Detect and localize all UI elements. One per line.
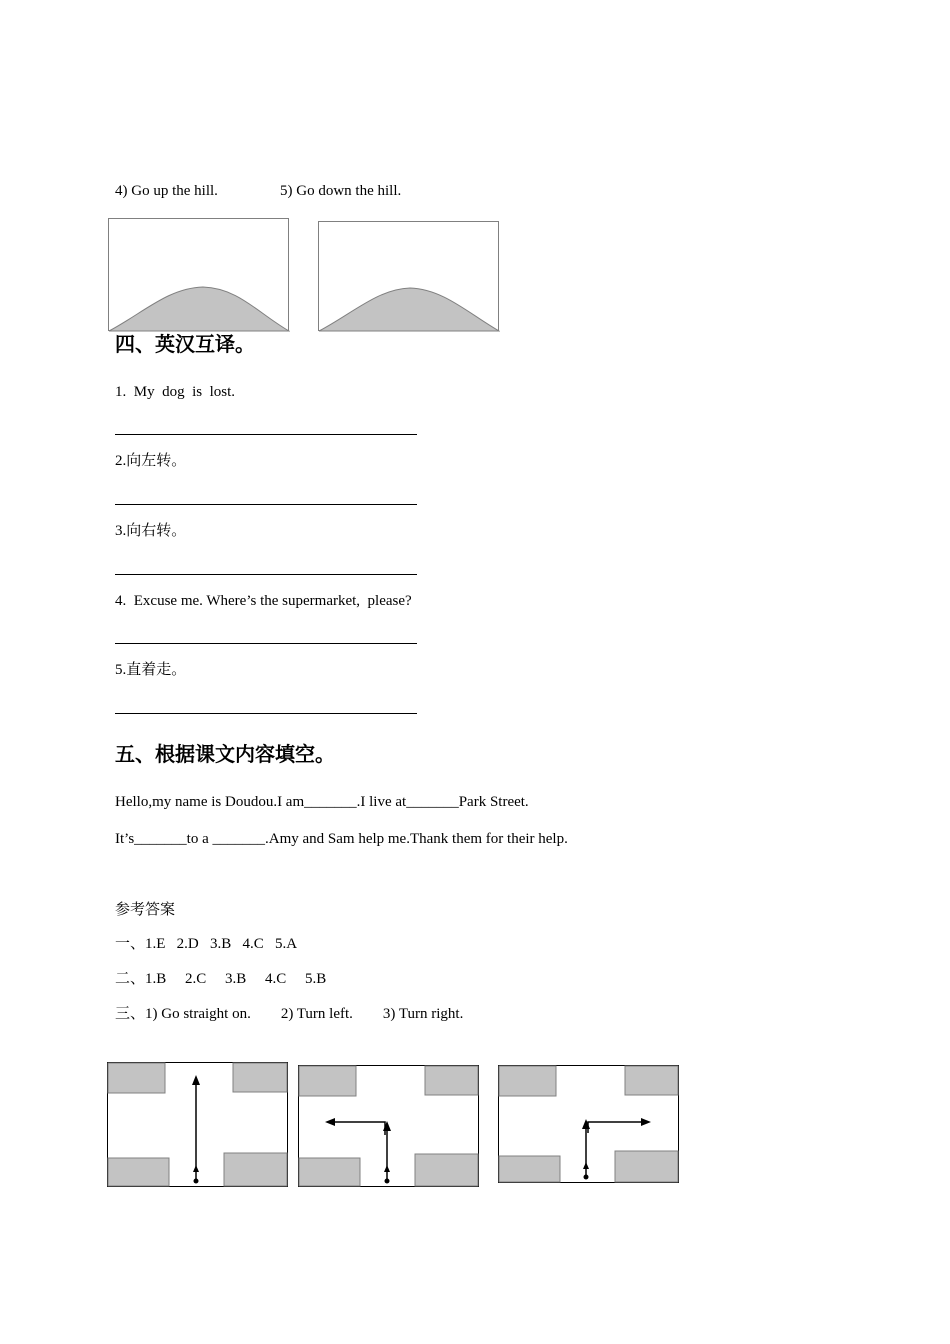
question-2: 2.向左转。 [115, 453, 187, 469]
section-5-heading: 五、根据课文内容填空。 [115, 742, 335, 766]
question-5: 5.直着走。 [115, 662, 187, 678]
fill-blank-line-2: It’s_______to a _______.Amy and Sam help me.Thank them for their help. [115, 831, 568, 847]
hill-figure-down [318, 221, 500, 333]
hill-icon [108, 218, 290, 333]
section-4-heading: 四、英汉互译。 [115, 332, 255, 356]
answers-title: 参考答案 [115, 902, 176, 918]
answer-line-4[interactable] [115, 643, 417, 644]
item-go-down-hill-label: 5) Go down the hill. [280, 183, 402, 199]
answers-section-2: 二、1.B 2.C 3.B 4.C 5.B [115, 971, 327, 987]
map-turn-right [498, 1065, 680, 1185]
item-go-up-hill-label: 4) Go up the hill. [115, 183, 218, 199]
hill-icon [318, 221, 500, 333]
answer-line-5[interactable] [115, 713, 417, 714]
answers-section-3: 三、1) Go straight on. 2) Turn left. 3) Turn right. [115, 1006, 464, 1022]
question-4: 4. Excuse me. Where’s the supermarket, please? [115, 593, 412, 609]
map-turn-left [298, 1065, 480, 1188]
hill-figure-up [108, 218, 290, 333]
map-go-straight [107, 1062, 289, 1188]
answer-line-2[interactable] [115, 504, 417, 505]
question-1: 1. My dog is lost. [115, 384, 236, 400]
answer-line-3[interactable] [115, 574, 417, 575]
answers-section-1: 一、1.E 2.D 3.B 4.C 5.A [115, 936, 298, 952]
answer-line-1[interactable] [115, 434, 417, 435]
fill-blank-line-1: Hello,my name is Doudou.I am_______.I live at_______Park Street. [115, 794, 529, 810]
question-3: 3.向右转。 [115, 523, 187, 539]
